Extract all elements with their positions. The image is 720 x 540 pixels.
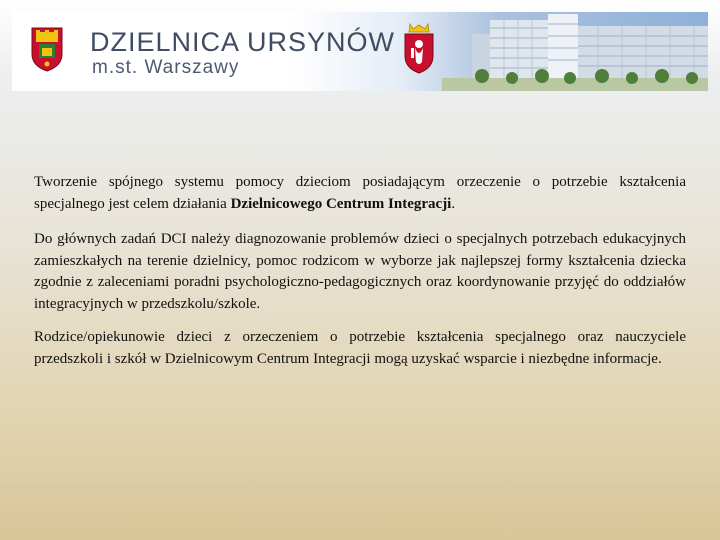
office-building-icon	[442, 12, 708, 91]
paragraph-support: Rodzice/opiekunowie dzieci z orzeczeniem o potrzebie kształcenia specjalnego oraz nauczyciele przedszkoli i szkół w Dzielnicowym Centrum Integracji mogą uzyskać wsparcie i niezbędne informacje.	[34, 329, 686, 367]
centre-name: Dzielnicowego Centrum Integracji	[230, 195, 452, 212]
paragraph-tasks: Do głównych zadań DCI należy diagnozowanie problemów dzieci o specjalnych potrzebach edukacyjnych zamieszkałych na terenie dzielnicy, pomoc rodzicom w wyborze jak najlepszej formy kształcenia dziecka zgodnie z zaleceniami poradni psychologiczno-pedagogicznych oraz koordynowanie przyjęć do oddziałów integracyjnych w przedszkolu/szkole.	[34, 231, 686, 312]
main-content	[34, 172, 686, 382]
warsaw-coat-of-arms-icon	[402, 22, 436, 74]
paragraph-purpose	[34, 172, 686, 215]
purpose-text: Tworzenie spójnego systemu pomocy dzieciom posiadającym orzeczenie o potrzebie kształcenia specjalnego jest celem działania	[34, 174, 686, 212]
district-subtitle: m.st. Warszawy	[92, 57, 240, 78]
ursynow-coat-of-arms-icon	[30, 26, 64, 72]
district-title: DZIELNICA URSYNÓW	[90, 27, 396, 57]
header-banner	[12, 12, 708, 91]
purpose-period: .	[451, 195, 456, 212]
